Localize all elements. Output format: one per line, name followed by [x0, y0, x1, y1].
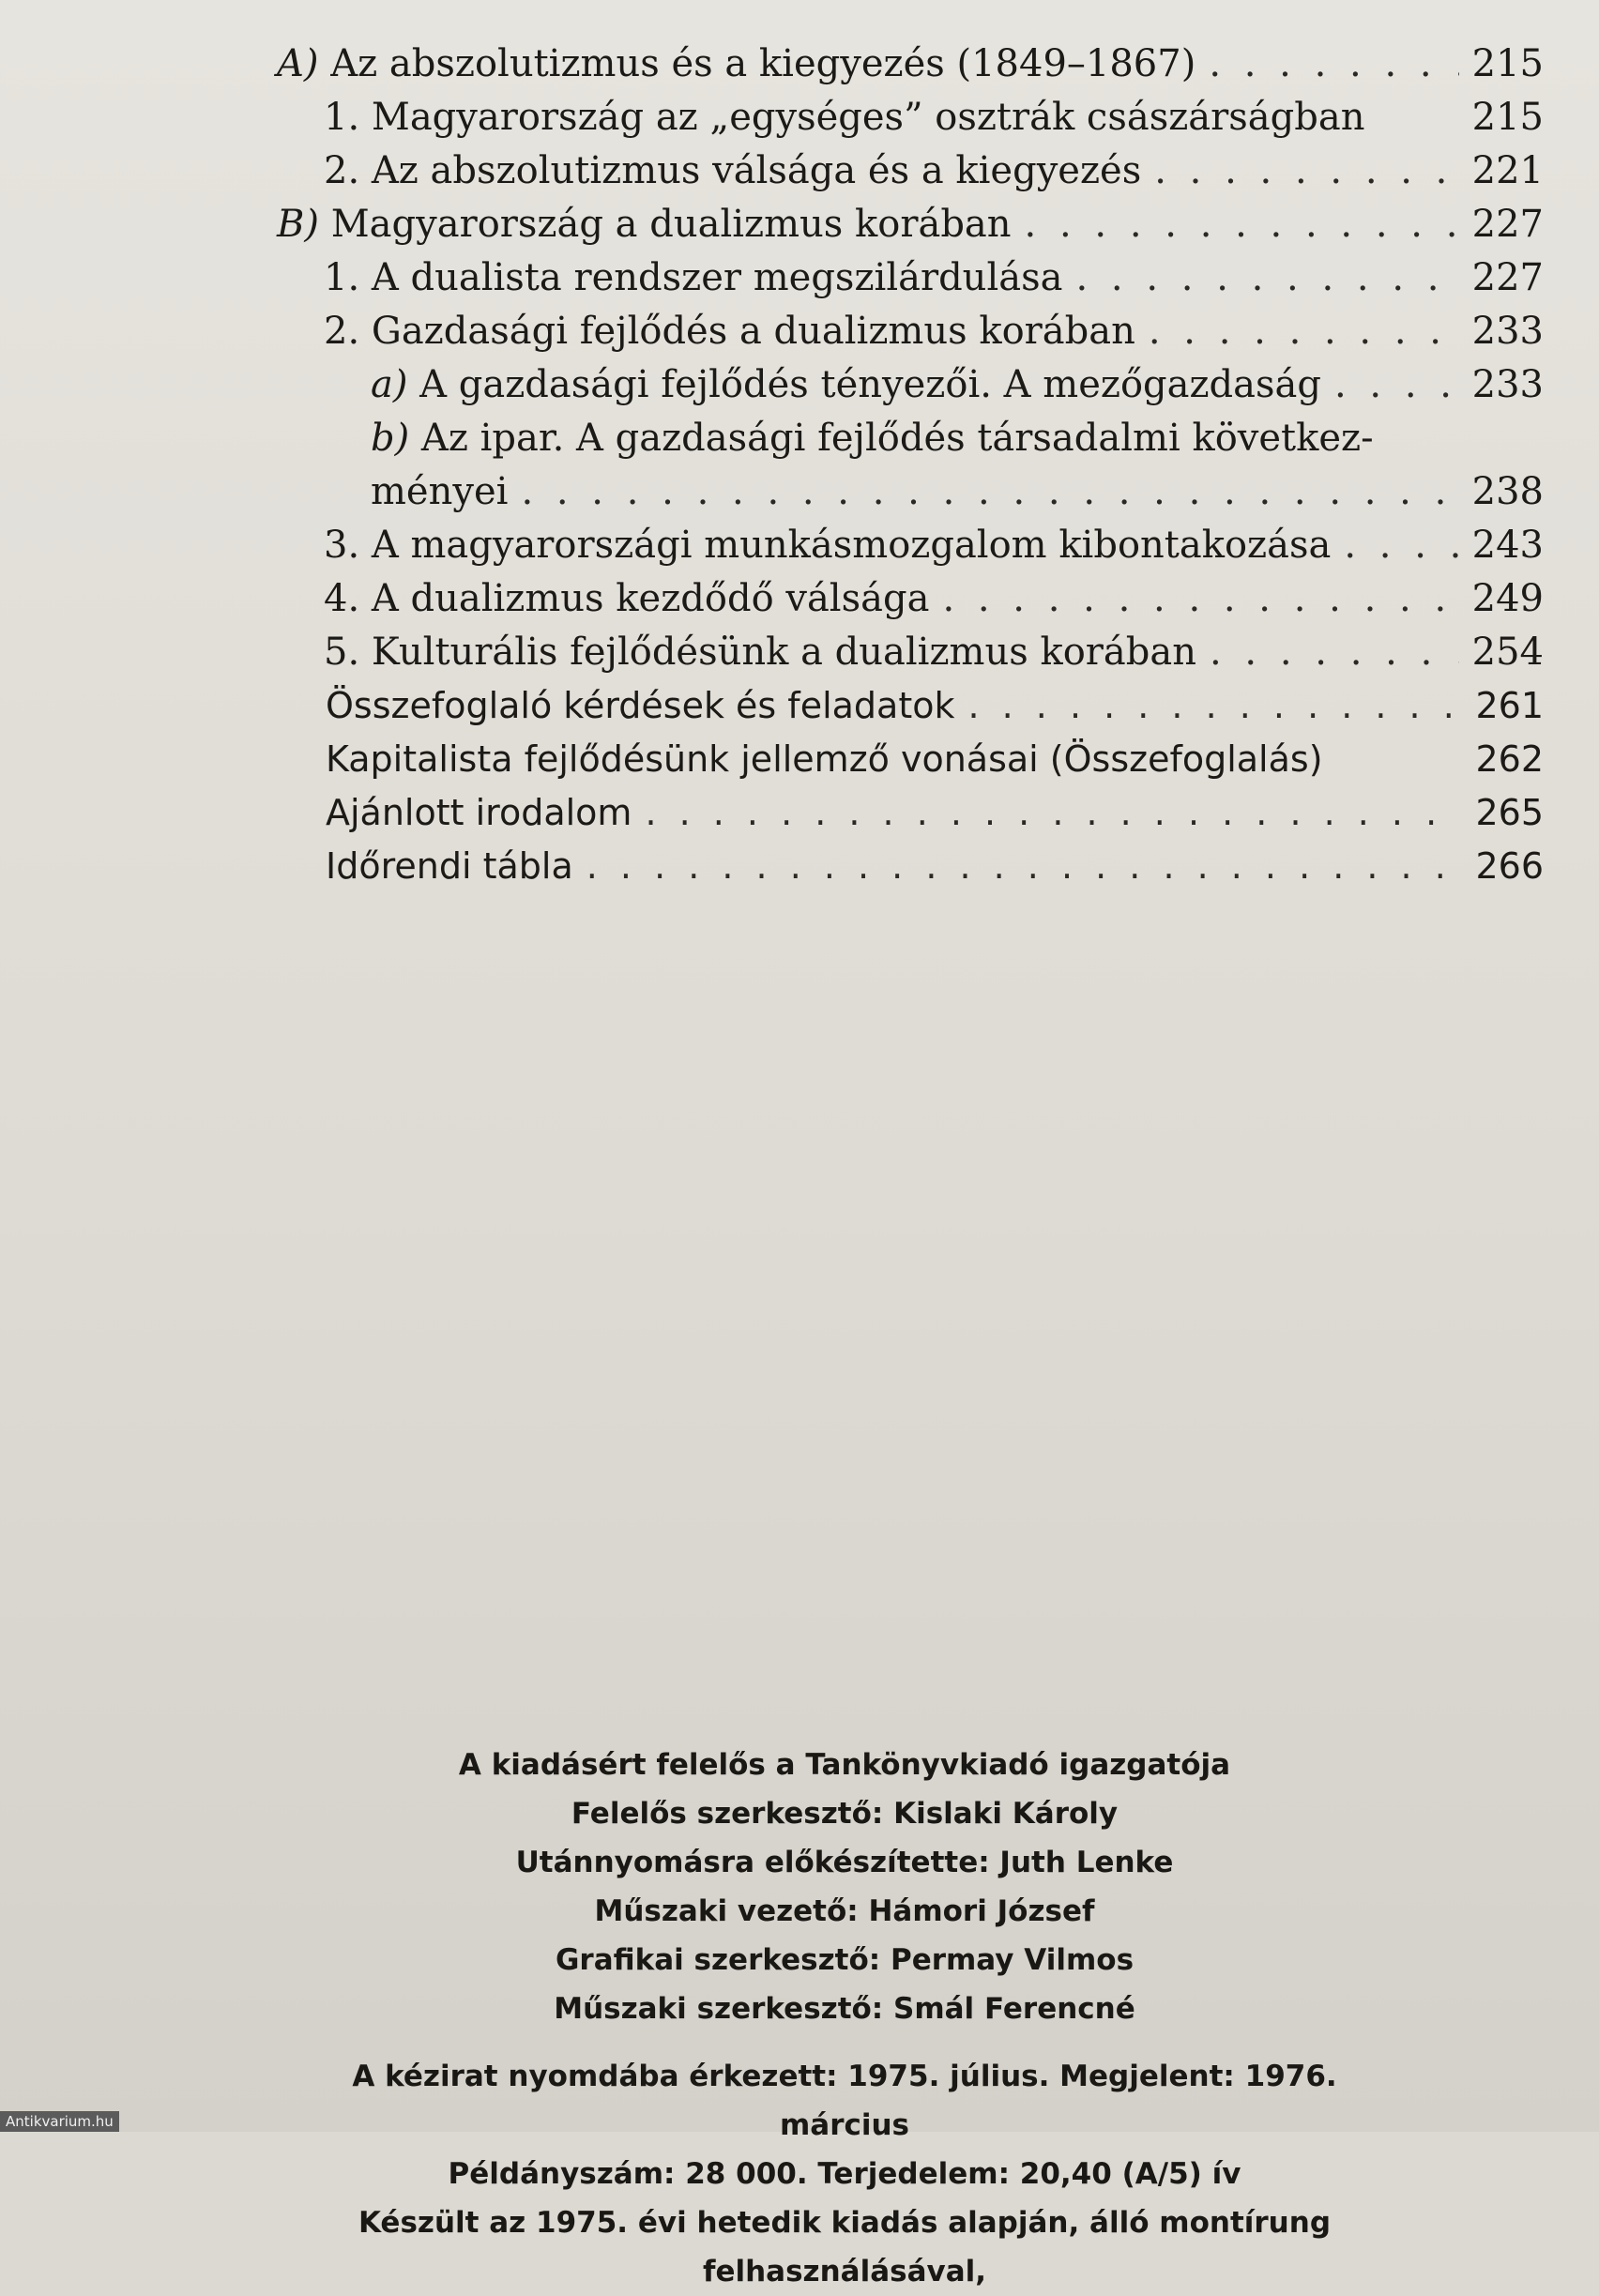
toc-title: Ajánlott irodalom [326, 792, 632, 833]
toc-entry [277, 679, 1544, 733]
toc-title: 2. Az abszolutizmus válsága és a kiegyezés [324, 149, 1142, 192]
toc-entry [277, 572, 1544, 626]
colophon-line: Grafikai szerkesztő: Permay Vilmos [555, 1943, 1135, 1977]
toc-entry [277, 305, 1544, 358]
leader-dots [1334, 358, 1459, 412]
toc-page-number: 265 [1475, 792, 1544, 833]
toc-entry [277, 198, 1544, 251]
table-of-contents [277, 38, 1544, 893]
leader-dots [1154, 144, 1458, 198]
colophon-line: Utánnyomásra előkészítette: Juth Lenke [515, 1846, 1174, 1879]
colophon-line: Műszaki vezető: Hámori József [594, 1894, 1095, 1928]
colophon-line: Felelős szerkesztő: Kislaki Károly [571, 1797, 1119, 1831]
toc-entry [277, 840, 1544, 893]
leader-dots [1344, 519, 1458, 572]
toc-page-number: 221 [1471, 149, 1544, 192]
colophon-line: Példányszám: 28 000. Terjedelem: 20,40 (A/5) ív [448, 2157, 1241, 2191]
leader-dots [1210, 626, 1459, 679]
toc-title: Az ipar. A gazdasági fejlődés társadalmi következ- [409, 417, 1374, 460]
leader-dots [967, 679, 1462, 733]
toc-title: Összefoglaló kérdések és feladatok [326, 685, 955, 726]
toc-prefix: A) [277, 42, 319, 85]
toc-page-number: 243 [1471, 524, 1544, 567]
toc-page-number: 233 [1471, 363, 1544, 406]
toc-entry [277, 465, 1544, 519]
toc-title: Magyarország a dualizmus korában [319, 203, 1012, 246]
leader-dots [1209, 38, 1458, 91]
toc-entry [277, 91, 1544, 144]
toc-entry [277, 733, 1544, 786]
leader-dots [521, 465, 1458, 519]
toc-entry [277, 412, 1544, 465]
colophon [319, 1741, 1370, 2296]
leader-dots [586, 840, 1463, 893]
colophon-line: A kiadásért felelős a Tankönyvkiadó igazgatója [458, 1748, 1231, 1782]
toc-page-number: 262 [1475, 738, 1544, 780]
toc-page-number: 215 [1471, 96, 1544, 139]
leader-dots [942, 572, 1458, 626]
toc-title: Kapitalista fejlődésünk jellemző vonásai (Összefoglalás) [326, 738, 1323, 780]
toc-title: 1. A dualista rendszer megszilárdulása [324, 256, 1063, 299]
toc-prefix: b) [371, 417, 410, 460]
spacer [319, 2033, 1370, 2052]
toc-entry [277, 786, 1544, 840]
toc-title: Az abszolutizmus és a kiegyezés (1849–1867) [318, 42, 1196, 85]
leader-dots [1149, 305, 1459, 358]
toc-entry [277, 626, 1544, 679]
colophon-line: Műszaki szerkesztő: Smál Ferencné [554, 1992, 1135, 2026]
toc-entry [277, 358, 1544, 412]
toc-page-number: 238 [1471, 470, 1544, 513]
toc-title: Időrendi tábla [326, 845, 573, 887]
toc-entry [277, 519, 1544, 572]
toc-title: ményei [371, 470, 509, 513]
colophon-line: Készült az 1975. évi hetedik kiadás alapján, álló montírung felhasználásával, [358, 2206, 1332, 2288]
toc-prefix: B) [277, 203, 319, 246]
leader-dots [1025, 198, 1459, 251]
toc-page-number: 227 [1471, 256, 1544, 299]
watermark: Antikvarium.hu [0, 2111, 119, 2132]
colophon-line: A kézirat nyomdába érkezett: 1975. július. Megjelent: 1976. március [352, 2060, 1337, 2142]
toc-page-number: 266 [1475, 845, 1544, 887]
toc-title: 1. Magyarország az „egységes” osztrák császárságban [324, 96, 1365, 139]
toc-page-number: 261 [1475, 685, 1544, 726]
toc-title: 2. Gazdasági fejlődés a dualizmus korában [324, 310, 1135, 353]
toc-entry [277, 144, 1544, 198]
toc-title: 3. A magyarországi munkásmozgalom kibontakozása [324, 524, 1332, 567]
toc-page-number: 227 [1471, 203, 1544, 246]
toc-title: A gazdasági fejlődés tényezői. A mezőgazdaság [407, 363, 1321, 406]
toc-entry [277, 38, 1544, 91]
toc-page-number: 249 [1471, 577, 1544, 620]
toc-title: 5. Kulturális fejlődésünk a dualizmus korában [324, 631, 1196, 674]
toc-page-number: 254 [1471, 631, 1544, 674]
toc-entry [277, 251, 1544, 305]
toc-page-number: 233 [1471, 310, 1544, 353]
leader-dots [1075, 251, 1458, 305]
toc-page-number: 215 [1471, 42, 1544, 85]
leader-dots [645, 786, 1462, 840]
toc-prefix: a) [371, 363, 408, 406]
toc-title: 4. A dualizmus kezdődő válsága [324, 577, 930, 620]
